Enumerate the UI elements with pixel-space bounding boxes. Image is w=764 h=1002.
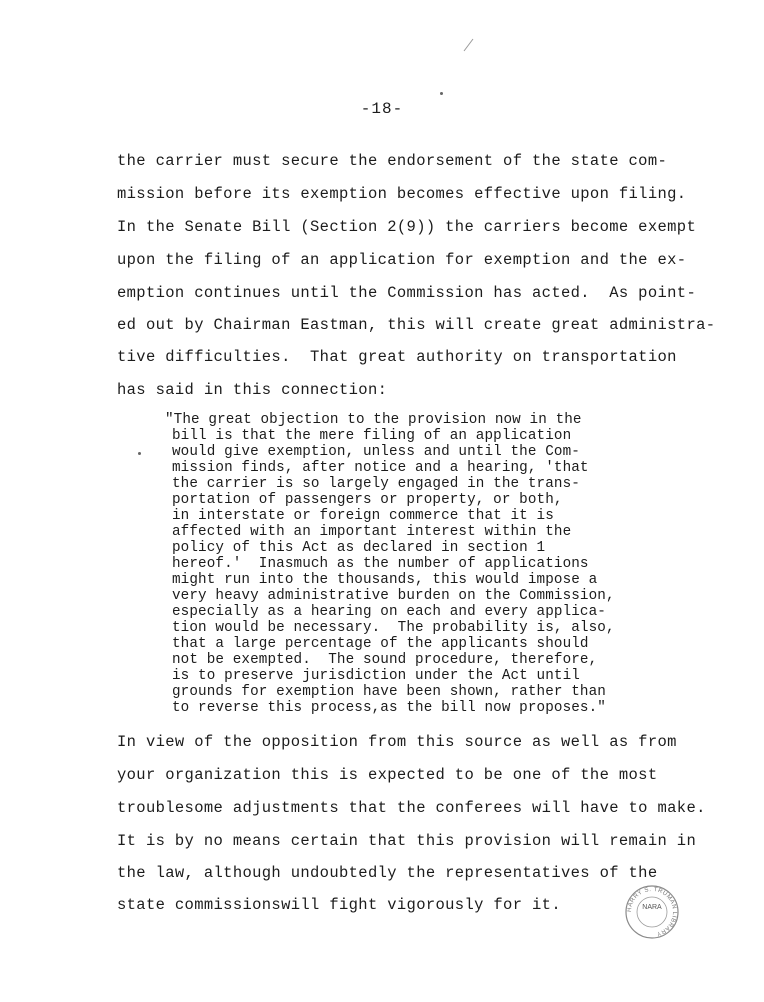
quote-line: especially as a hearing on each and every applica- [172,604,606,620]
quote-line: portation of passengers or property, or both, [172,492,563,508]
quote-line: very heavy administrative burden on the Commission, [172,588,615,604]
stamp-label: NARA [642,904,662,911]
stray-mark [440,92,443,95]
text-line: state commissionswill fight vigorously for it. [117,896,561,914]
quote-line: that a large percentage of the applicants should [172,636,589,652]
quote-line: tion would be necessary. The probability is, also, [172,620,615,636]
quote-line: to reverse this process,as the bill now proposes." [172,700,606,716]
text-line: your organization this is expected to be one of the most [117,766,658,784]
quote-line: grounds for exemption have been shown, rather than [172,684,606,700]
text-line: troublesome adjustments that the conferees will have to make. [117,799,706,817]
archive-stamp [624,884,680,940]
quote-line: affected with an important interest within the [172,524,572,540]
text-line: tive difficulties. That great authority on transportation [117,348,677,366]
quote-line: is to preserve jurisdiction under the Act until [172,668,580,684]
library-seal-icon [624,884,680,940]
text-line: has said in this connection: [117,381,388,399]
text-line: upon the filing of an application for exemption and the ex- [117,251,687,269]
quote-line: policy of this Act as declared in section 1 [172,540,546,556]
quote-line: not be exempted. The sound procedure, therefore, [172,652,598,668]
seal-ring-text: HARRY S. TRUMAN LIBRARY [626,886,678,937]
quote-line: the carrier is so largely engaged in the trans- [172,476,580,492]
quote-line: in interstate or foreign commerce that it is [172,508,554,524]
svg-text:HARRY S. TRUMAN LIBRARY [627,887,677,937]
quote-line: "The great objection to the provision now in the [165,412,582,428]
quote-line: hereof.' Inasmuch as the number of applications [172,556,589,572]
text-line: the law, although undoubtedly the representatives of the [117,864,658,882]
text-line: In view of the opposition from this source as well as from [117,733,677,751]
text-line: It is by no means certain that this provision will remain in [117,832,697,850]
quote-line: might run into the thousands, this would impose a [172,572,598,588]
stray-mark [138,452,141,455]
text-line: ed out by Chairman Eastman, this will create great administra- [117,316,716,334]
text-line: emption continues until the Commission has acted. As point- [117,284,697,302]
text-line: the carrier must secure the endorsement of the state com- [117,152,668,170]
quote-line: would give exemption, unless and until the Com- [172,444,580,460]
page-number: -18- [360,100,404,118]
text-line: mission before its exemption becomes effective upon filing. [117,185,687,203]
text-line: In the Senate Bill (Section 2(9)) the carriers become exempt [117,218,697,236]
quote-line: mission finds, after notice and a hearing, 'that [172,460,589,476]
pencil-mark-icon [462,38,474,52]
quote-line: bill is that the mere filing of an application [172,428,572,444]
